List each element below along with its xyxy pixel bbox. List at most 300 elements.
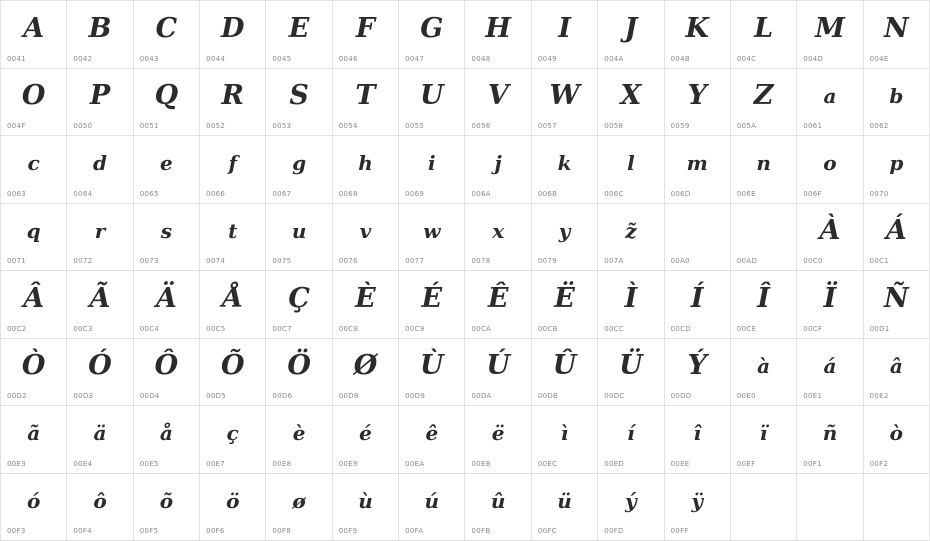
glyph-character: a	[797, 75, 862, 117]
glyph-unicode-code: 0050	[73, 122, 92, 130]
glyph-cell[interactable]	[532, 1, 598, 69]
glyph-unicode-code: 004F	[7, 122, 26, 130]
glyph-cell[interactable]	[266, 474, 332, 541]
glyph-unicode-code: 0056	[471, 122, 490, 130]
glyph-cell[interactable]	[598, 69, 664, 137]
glyph-character: ô	[67, 480, 132, 522]
glyph-cell[interactable]	[731, 271, 797, 339]
glyph-character: i	[399, 142, 464, 184]
glyph-cell[interactable]	[731, 204, 797, 272]
glyph-cell[interactable]	[399, 1, 465, 69]
glyph-cell-empty	[797, 474, 863, 541]
glyph-unicode-code: 00E7	[206, 460, 225, 468]
glyph-character: H	[465, 7, 530, 49]
glyph-unicode-code: 0048	[471, 55, 490, 63]
glyph-character: T	[333, 75, 398, 117]
glyph-unicode-code: 00F1	[803, 460, 822, 468]
glyph-character: Ü	[598, 345, 663, 387]
glyph-unicode-code: 00C9	[405, 325, 424, 333]
glyph-character: l	[598, 142, 663, 184]
glyph-unicode-code: 00E5	[140, 460, 159, 468]
glyph-cell[interactable]	[598, 271, 664, 339]
glyph-cell[interactable]	[797, 136, 863, 204]
glyph-cell[interactable]	[399, 406, 465, 474]
glyph-character: R	[200, 75, 265, 117]
glyph-unicode-code: 00DC	[604, 392, 624, 400]
glyph-cell[interactable]	[598, 136, 664, 204]
glyph-cell[interactable]	[134, 204, 200, 272]
glyph-character: á	[797, 345, 862, 387]
glyph-character: O	[1, 75, 66, 117]
glyph-character: ä	[67, 412, 132, 454]
glyph-character: V	[465, 75, 530, 117]
glyph-cell[interactable]	[598, 406, 664, 474]
glyph-character: d	[67, 142, 132, 184]
glyph-cell[interactable]	[465, 1, 531, 69]
glyph-cell[interactable]	[1, 474, 67, 541]
glyph-unicode-code: 00C3	[73, 325, 92, 333]
glyph-cell[interactable]	[465, 406, 531, 474]
glyph-cell[interactable]	[333, 406, 399, 474]
glyph-cell[interactable]	[200, 339, 266, 407]
glyph-character: è	[266, 412, 331, 454]
glyph-unicode-code: 00C1	[870, 257, 889, 265]
glyph-unicode-code: 006A	[471, 190, 490, 198]
glyph-cell[interactable]	[266, 1, 332, 69]
glyph-cell[interactable]	[200, 204, 266, 272]
glyph-character: v	[333, 210, 398, 252]
glyph-unicode-code: 0059	[671, 122, 690, 130]
glyph-unicode-code: 00AD	[737, 257, 757, 265]
glyph-cell[interactable]	[333, 69, 399, 137]
glyph-cell[interactable]	[67, 406, 133, 474]
glyph-cell[interactable]	[731, 136, 797, 204]
glyph-character: Á	[864, 210, 929, 252]
glyph-character: Â	[1, 277, 66, 319]
glyph-cell[interactable]	[532, 474, 598, 541]
glyph-unicode-code: 0046	[339, 55, 358, 63]
glyph-unicode-code: 0041	[7, 55, 26, 63]
glyph-cell[interactable]	[665, 271, 731, 339]
glyph-cell[interactable]	[665, 1, 731, 69]
glyph-cell[interactable]	[797, 1, 863, 69]
glyph-unicode-code: 00C4	[140, 325, 159, 333]
glyph-unicode-code: 0067	[272, 190, 291, 198]
glyph-cell[interactable]	[1, 69, 67, 137]
glyph-cell[interactable]	[731, 339, 797, 407]
glyph-character: ò	[864, 412, 929, 454]
glyph-character: j	[465, 142, 530, 184]
glyph-cell[interactable]	[333, 204, 399, 272]
glyph-unicode-code: 0049	[538, 55, 557, 63]
glyph-character: È	[333, 277, 398, 319]
glyph-cell[interactable]	[67, 474, 133, 541]
glyph-cell[interactable]	[200, 1, 266, 69]
glyph-character: f	[200, 142, 265, 184]
glyph-character: K	[665, 7, 730, 49]
glyph-character: ñ	[797, 412, 862, 454]
glyph-character: Ö	[266, 345, 331, 387]
glyph-character: h	[333, 142, 398, 184]
glyph-unicode-code: 00D4	[140, 392, 160, 400]
glyph-character: g	[266, 142, 331, 184]
glyph-character: Û	[532, 345, 597, 387]
glyph-character: É	[399, 277, 464, 319]
glyph-character: I	[532, 7, 597, 49]
glyph-unicode-code: 00FB	[471, 527, 490, 535]
glyph-unicode-code: 0063	[7, 190, 26, 198]
glyph-cell[interactable]	[1, 339, 67, 407]
glyph-character: Ë	[532, 277, 597, 319]
glyph-character: u	[266, 210, 331, 252]
glyph-cell[interactable]	[797, 271, 863, 339]
glyph-character: c	[1, 142, 66, 184]
glyph-character: k	[532, 142, 597, 184]
glyph-unicode-code: 004E	[870, 55, 889, 63]
glyph-cell[interactable]	[864, 271, 930, 339]
glyph-unicode-code: 004C	[737, 55, 756, 63]
glyph-character: â	[864, 345, 929, 387]
glyph-cell[interactable]	[67, 1, 133, 69]
glyph-cell[interactable]	[665, 136, 731, 204]
glyph-unicode-code: 00EC	[538, 460, 557, 468]
glyph-unicode-code: 00DD	[671, 392, 692, 400]
glyph-cell[interactable]	[333, 339, 399, 407]
glyph-unicode-code: 0047	[405, 55, 424, 63]
glyph-unicode-code: 00F4	[73, 527, 92, 535]
glyph-character: ì	[532, 412, 597, 454]
glyph-cell[interactable]	[266, 204, 332, 272]
glyph-unicode-code: 00CE	[737, 325, 756, 333]
glyph-cell[interactable]	[532, 204, 598, 272]
glyph-cell[interactable]	[1, 1, 67, 69]
glyph-character: å	[134, 412, 199, 454]
glyph-cell[interactable]	[134, 406, 200, 474]
glyph-character: Q	[134, 75, 199, 117]
glyph-cell[interactable]	[333, 136, 399, 204]
glyph-cell[interactable]	[532, 69, 598, 137]
glyph-unicode-code: 006B	[538, 190, 557, 198]
glyph-cell[interactable]	[67, 69, 133, 137]
glyph-unicode-code: 00CF	[803, 325, 822, 333]
glyph-cell[interactable]	[266, 69, 332, 137]
glyph-character: p	[864, 142, 929, 184]
glyph-character: Õ	[200, 345, 265, 387]
glyph-character: q	[1, 210, 66, 252]
glyph-cell[interactable]	[1, 271, 67, 339]
glyph-cell[interactable]	[465, 204, 531, 272]
glyph-cell[interactable]	[200, 136, 266, 204]
glyph-cell[interactable]	[465, 339, 531, 407]
glyph-unicode-code: 00C5	[206, 325, 225, 333]
glyph-cell[interactable]	[532, 339, 598, 407]
glyph-unicode-code: 00F2	[870, 460, 889, 468]
glyph-cell[interactable]	[266, 339, 332, 407]
glyph-unicode-code: 004A	[604, 55, 623, 63]
glyph-unicode-code: 00FF	[671, 527, 689, 535]
glyph-cell[interactable]	[333, 1, 399, 69]
glyph-character: J	[598, 7, 663, 49]
glyph-unicode-code: 0073	[140, 257, 159, 265]
glyph-cell[interactable]	[598, 1, 664, 69]
glyph-unicode-code: 006C	[604, 190, 623, 198]
glyph-character: ê	[399, 412, 464, 454]
glyph-unicode-code: 00E2	[870, 392, 889, 400]
glyph-unicode-code: 00F9	[339, 527, 358, 535]
glyph-character: Y	[665, 75, 730, 117]
glyph-character: õ	[134, 480, 199, 522]
glyph-cell-empty	[864, 474, 930, 541]
glyph-cell[interactable]	[598, 339, 664, 407]
glyph-character: ø	[266, 480, 331, 522]
glyph-unicode-code: 0045	[272, 55, 291, 63]
glyph-character: î	[665, 412, 730, 454]
glyph-unicode-code: 00EA	[405, 460, 424, 468]
glyph-unicode-code: 006E	[737, 190, 756, 198]
glyph-unicode-code: 0051	[140, 122, 159, 130]
glyph-cell[interactable]	[864, 406, 930, 474]
glyph-cell[interactable]	[864, 136, 930, 204]
glyph-unicode-code: 0076	[339, 257, 358, 265]
glyph-cell[interactable]	[665, 69, 731, 137]
glyph-unicode-code: 0042	[73, 55, 92, 63]
glyph-character: Ô	[134, 345, 199, 387]
glyph-character: é	[333, 412, 398, 454]
glyph-character: S	[266, 75, 331, 117]
glyph-unicode-code: 00CB	[538, 325, 558, 333]
glyph-character: D	[200, 7, 265, 49]
glyph-unicode-code: 00D3	[73, 392, 93, 400]
glyph-unicode-code: 00FA	[405, 527, 423, 535]
glyph-cell[interactable]	[399, 474, 465, 541]
glyph-cell[interactable]	[864, 339, 930, 407]
glyph-cell[interactable]	[598, 204, 664, 272]
glyph-unicode-code: 0062	[870, 122, 889, 130]
glyph-cell[interactable]	[864, 204, 930, 272]
glyph-character: ö	[200, 480, 265, 522]
glyph-cell[interactable]	[864, 1, 930, 69]
glyph-character: Ñ	[864, 277, 929, 319]
glyph-character: U	[399, 75, 464, 117]
glyph-cell[interactable]	[200, 271, 266, 339]
glyph-unicode-code: 00D5	[206, 392, 226, 400]
glyph-unicode-code: 00F8	[272, 527, 291, 535]
glyph-character: ã	[1, 412, 66, 454]
glyph-character: ý	[598, 480, 663, 522]
glyph-unicode-code: 00E0	[737, 392, 756, 400]
glyph-character: Z	[731, 75, 796, 117]
glyph-cell[interactable]	[665, 406, 731, 474]
glyph-character: t	[200, 210, 265, 252]
glyph-character: Ú	[465, 345, 530, 387]
glyph-character: ú	[399, 480, 464, 522]
glyph-unicode-code: 00A0	[671, 257, 690, 265]
glyph-unicode-code: 0054	[339, 122, 358, 130]
glyph-cell[interactable]	[134, 271, 200, 339]
glyph-unicode-code: 00DA	[471, 392, 491, 400]
glyph-unicode-code: 0052	[206, 122, 225, 130]
glyph-unicode-code: 0079	[538, 257, 557, 265]
glyph-character: F	[333, 7, 398, 49]
glyph-character: E	[266, 7, 331, 49]
glyph-character: ç	[200, 412, 265, 454]
glyph-character: w	[399, 210, 464, 252]
glyph-cell[interactable]	[598, 474, 664, 541]
glyph-cell[interactable]	[67, 136, 133, 204]
glyph-unicode-code: 00C0	[803, 257, 822, 265]
glyph-cell[interactable]	[665, 204, 731, 272]
glyph-unicode-code: 0065	[140, 190, 159, 198]
glyph-cell[interactable]	[1, 406, 67, 474]
glyph-character	[731, 210, 796, 252]
glyph-character: y	[532, 210, 597, 252]
glyph-cell[interactable]	[797, 69, 863, 137]
glyph-character: Ï	[797, 277, 862, 319]
glyph-character: í	[598, 412, 663, 454]
glyph-cell[interactable]	[532, 406, 598, 474]
glyph-unicode-code: 00FC	[538, 527, 557, 535]
glyph-character: z̃	[598, 210, 663, 252]
glyph-cell[interactable]	[67, 204, 133, 272]
glyph-unicode-code: 0074	[206, 257, 225, 265]
glyph-character: ù	[333, 480, 398, 522]
glyph-cell[interactable]	[465, 69, 531, 137]
glyph-unicode-code: 004B	[671, 55, 690, 63]
glyph-cell[interactable]	[399, 271, 465, 339]
glyph-unicode-code: 0075	[272, 257, 291, 265]
glyph-cell[interactable]	[266, 406, 332, 474]
glyph-unicode-code: 00FD	[604, 527, 624, 535]
glyph-character: Ò	[1, 345, 66, 387]
glyph-character: Ø	[333, 345, 398, 387]
glyph-unicode-code: 0077	[405, 257, 424, 265]
glyph-unicode-code: 00D9	[405, 392, 425, 400]
glyph-unicode-code: 00D1	[870, 325, 890, 333]
glyph-cell[interactable]	[399, 69, 465, 137]
glyph-unicode-code: 00E8	[272, 460, 291, 468]
glyph-unicode-code: 00E9	[339, 460, 358, 468]
glyph-unicode-code: 0066	[206, 190, 225, 198]
glyph-cell[interactable]	[465, 271, 531, 339]
glyph-cell[interactable]	[665, 339, 731, 407]
glyph-character: Ù	[399, 345, 464, 387]
glyph-unicode-code: 00D8	[339, 392, 359, 400]
glyph-unicode-code: 00E1	[803, 392, 822, 400]
glyph-unicode-code: 006D	[671, 190, 691, 198]
glyph-unicode-code: 00D6	[272, 392, 292, 400]
glyph-cell[interactable]	[333, 271, 399, 339]
glyph-character: Ã	[67, 277, 132, 319]
glyph-cell[interactable]	[134, 136, 200, 204]
glyph-character: e	[134, 142, 199, 184]
glyph-cell[interactable]	[200, 69, 266, 137]
glyph-cell[interactable]	[333, 474, 399, 541]
glyph-character	[665, 210, 730, 252]
glyph-character: X	[598, 75, 663, 117]
glyph-cell[interactable]	[731, 1, 797, 69]
glyph-cell[interactable]	[532, 136, 598, 204]
glyph-cell[interactable]	[465, 474, 531, 541]
glyph-character: ó	[1, 480, 66, 522]
glyph-cell[interactable]	[797, 204, 863, 272]
glyph-unicode-code: 0069	[405, 190, 424, 198]
glyph-character: ÿ	[665, 480, 730, 522]
glyph-cell[interactable]	[797, 339, 863, 407]
glyph-unicode-code: 0053	[272, 122, 291, 130]
glyph-character: P	[67, 75, 132, 117]
glyph-unicode-code: 00EF	[737, 460, 756, 468]
glyph-cell[interactable]	[465, 136, 531, 204]
glyph-unicode-code: 005A	[737, 122, 756, 130]
glyph-cell[interactable]	[797, 406, 863, 474]
glyph-unicode-code: 004D	[803, 55, 823, 63]
glyph-character: Ì	[598, 277, 663, 319]
glyph-cell[interactable]	[399, 136, 465, 204]
glyph-cell[interactable]	[134, 474, 200, 541]
glyph-character: m	[665, 142, 730, 184]
glyph-character: n	[731, 142, 796, 184]
glyph-character: r	[67, 210, 132, 252]
glyph-character: N	[864, 7, 929, 49]
glyph-cell[interactable]	[266, 271, 332, 339]
glyph-cell[interactable]	[266, 136, 332, 204]
glyph-unicode-code: 0071	[7, 257, 26, 265]
glyph-cell[interactable]	[1, 136, 67, 204]
glyph-unicode-code: 006F	[803, 190, 822, 198]
glyph-cell[interactable]	[134, 1, 200, 69]
glyph-unicode-code: 00ED	[604, 460, 624, 468]
glyph-unicode-code: 00F5	[140, 527, 159, 535]
glyph-character: W	[532, 75, 597, 117]
glyph-character: M	[797, 7, 862, 49]
glyph-cell[interactable]	[399, 204, 465, 272]
glyph-character: Ý	[665, 345, 730, 387]
glyph-character: B	[67, 7, 132, 49]
glyph-character: Ê	[465, 277, 530, 319]
glyph-unicode-code: 00E3	[7, 460, 26, 468]
glyph-unicode-code: 00CA	[471, 325, 491, 333]
glyph-unicode-code: 00DB	[538, 392, 558, 400]
glyph-character: Í	[665, 277, 730, 319]
glyph-unicode-code: 0043	[140, 55, 159, 63]
glyph-character: C	[134, 7, 199, 49]
glyph-cell[interactable]	[1, 204, 67, 272]
glyph-unicode-code: 00F6	[206, 527, 225, 535]
glyph-character: o	[797, 142, 862, 184]
glyph-cell[interactable]	[134, 69, 200, 137]
glyph-unicode-code: 00C2	[7, 325, 26, 333]
glyph-cell[interactable]	[665, 474, 731, 541]
glyph-cell[interactable]	[731, 406, 797, 474]
glyph-cell[interactable]	[399, 339, 465, 407]
glyph-cell[interactable]	[67, 339, 133, 407]
glyph-cell[interactable]	[864, 69, 930, 137]
glyph-character: à	[731, 345, 796, 387]
glyph-unicode-code: 00EB	[471, 460, 490, 468]
glyph-cell[interactable]	[67, 271, 133, 339]
glyph-character: û	[465, 480, 530, 522]
glyph-cell[interactable]	[134, 339, 200, 407]
glyph-cell[interactable]	[532, 271, 598, 339]
glyph-character: Ç	[266, 277, 331, 319]
glyph-cell[interactable]	[200, 474, 266, 541]
glyph-cell[interactable]	[731, 69, 797, 137]
glyph-unicode-code: 0058	[604, 122, 623, 130]
glyph-unicode-code: 007A	[604, 257, 623, 265]
glyph-cell[interactable]	[200, 406, 266, 474]
glyph-character: x	[465, 210, 530, 252]
glyph-unicode-code: 0044	[206, 55, 225, 63]
